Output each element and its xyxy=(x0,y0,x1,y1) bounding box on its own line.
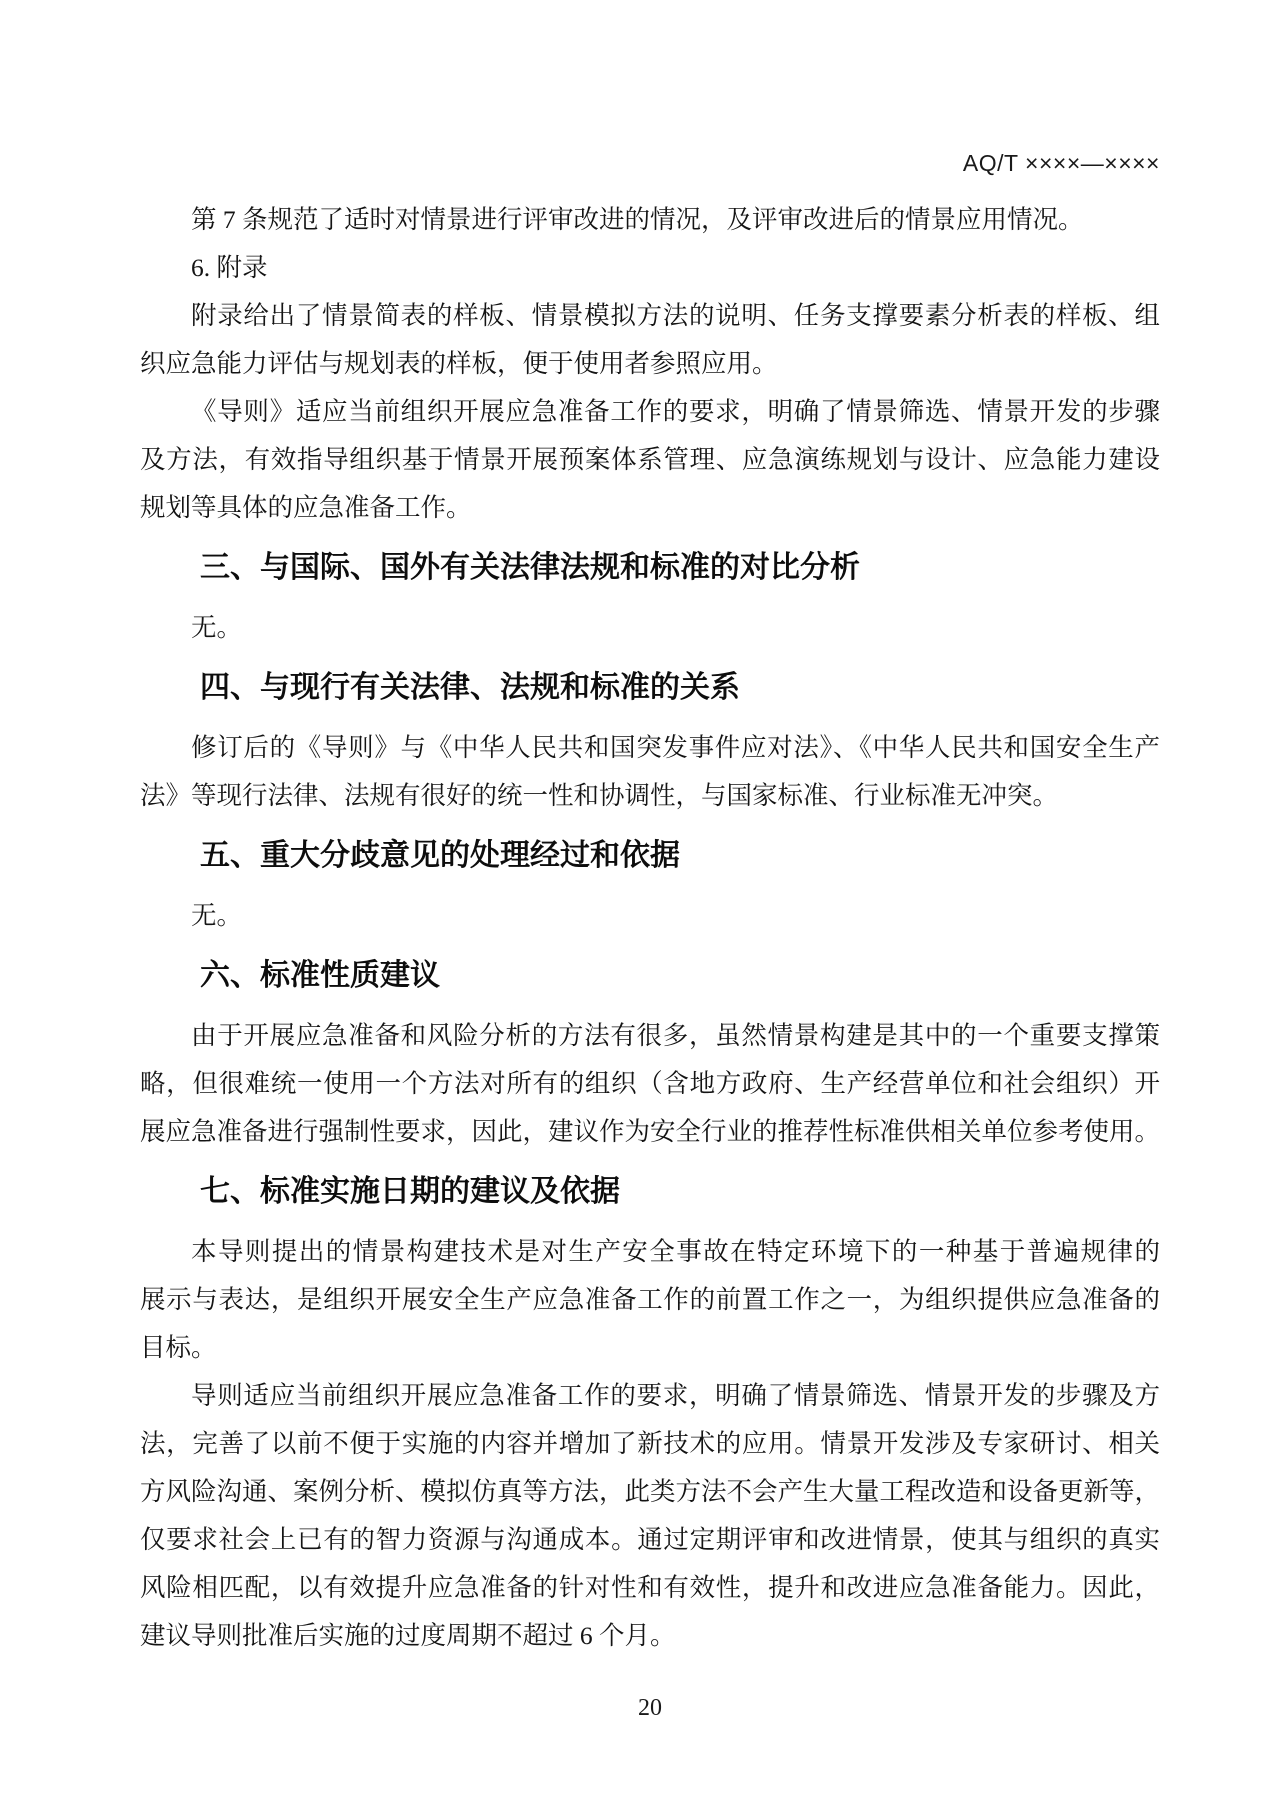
paragraph xyxy=(140,724,1160,820)
text-line: 附录给出了情景简表的样板、情景模拟方法的说明、任务支撑要素分析表的样板、组 xyxy=(191,301,1160,330)
text-line: 第 7 条规范了适时对情景进行评审改进的情况，及评审改进后的情景应用情况。 xyxy=(191,205,1084,234)
document-body xyxy=(140,196,1160,1660)
text-line: 法》等现行法律、法规有很好的统一性和协调性，与国家标准、行业标准无冲突。 xyxy=(140,781,1059,810)
text-line: 略，但很难统一使用一个方法对所有的组织（含地方政府、生产经营单位和社会组织）开 xyxy=(140,1069,1160,1098)
text-line: 方风险沟通、案例分析、模拟仿真等方法，此类方法不会产生大量工程改造和设备更新等， xyxy=(140,1477,1161,1506)
paragraph xyxy=(140,1012,1160,1156)
text-line: 及方法，有效指导组织基于情景开展预案体系管理、应急演练规划与设计、应急能力建设 xyxy=(140,445,1160,474)
section-heading: 七、标准实施日期的建议及依据 xyxy=(200,1175,620,1208)
paragraph xyxy=(140,1372,1160,1660)
text-line: 6. 附录 xyxy=(191,253,268,282)
text-line: 风险相匹配，以有效提升应急准备的针对性和有效性，提升和改进应急准备能力。因此， xyxy=(140,1573,1160,1602)
section-heading: 五、重大分歧意见的处理经过和依据 xyxy=(200,839,680,872)
section-heading: 六、标准性质建议 xyxy=(200,959,440,992)
text-line: 建议导则批准后实施的过度周期不超过 6 个月。 xyxy=(140,1621,676,1650)
paragraph xyxy=(140,892,1160,940)
paragraph xyxy=(140,388,1160,532)
text-line: 修订后的《导则》与《中华人民共和国突发事件应对法》、《中华人民共和国安全生产 xyxy=(191,733,1160,762)
text-line: 规划等具体的应急准备工作。 xyxy=(140,493,472,522)
section-heading: 三、与国际、国外有关法律法规和标准的对比分析 xyxy=(200,551,860,584)
text-line: 本导则提出的情景构建技术是对生产安全事故在特定环境下的一种基于普遍规律的 xyxy=(191,1237,1160,1266)
text-line: 《导则》适应当前组织开展应急准备工作的要求，明确了情景筛选、情景开发的步骤 xyxy=(191,397,1160,426)
text-line: 法，完善了以前不便于实施的内容并增加了新技术的应用。情景开发涉及专家研讨、相关 xyxy=(140,1429,1160,1458)
page-number: 20 xyxy=(638,1695,662,1721)
paragraph xyxy=(140,1228,1160,1372)
paragraph xyxy=(140,196,1160,244)
standard-code-header: AQ/T ××××—×××× xyxy=(962,150,1160,176)
section-heading: 四、与现行有关法律、法规和标准的关系 xyxy=(200,671,740,704)
text-line: 无。 xyxy=(191,901,243,930)
text-line: 导则适应当前组织开展应急准备工作的要求，明确了情景筛选、情景开发的步骤及方 xyxy=(191,1381,1160,1410)
paragraph xyxy=(140,604,1160,652)
text-line: 织应急能力评估与规划表的样板，便于使用者参照应用。 xyxy=(140,349,778,378)
paragraph xyxy=(140,292,1160,388)
text-line: 无。 xyxy=(191,613,243,642)
text-line: 展应急准备进行强制性要求，因此，建议作为安全行业的推荐性标准供相关单位参考使用。 xyxy=(140,1117,1161,1146)
text-line: 仅要求社会上已有的智力资源与沟通成本。通过定期评审和改进情景，使其与组织的真实 xyxy=(140,1525,1160,1554)
paragraph xyxy=(140,244,1160,292)
text-line: 由于开展应急准备和风险分析的方法有很多，虽然情景构建是其中的一个重要支撑策 xyxy=(191,1021,1160,1050)
text-line: 展示与表达，是组织开展安全生产应急准备工作的前置工作之一，为组织提供应急准备的 xyxy=(140,1285,1160,1314)
text-line: 目标。 xyxy=(140,1333,217,1362)
